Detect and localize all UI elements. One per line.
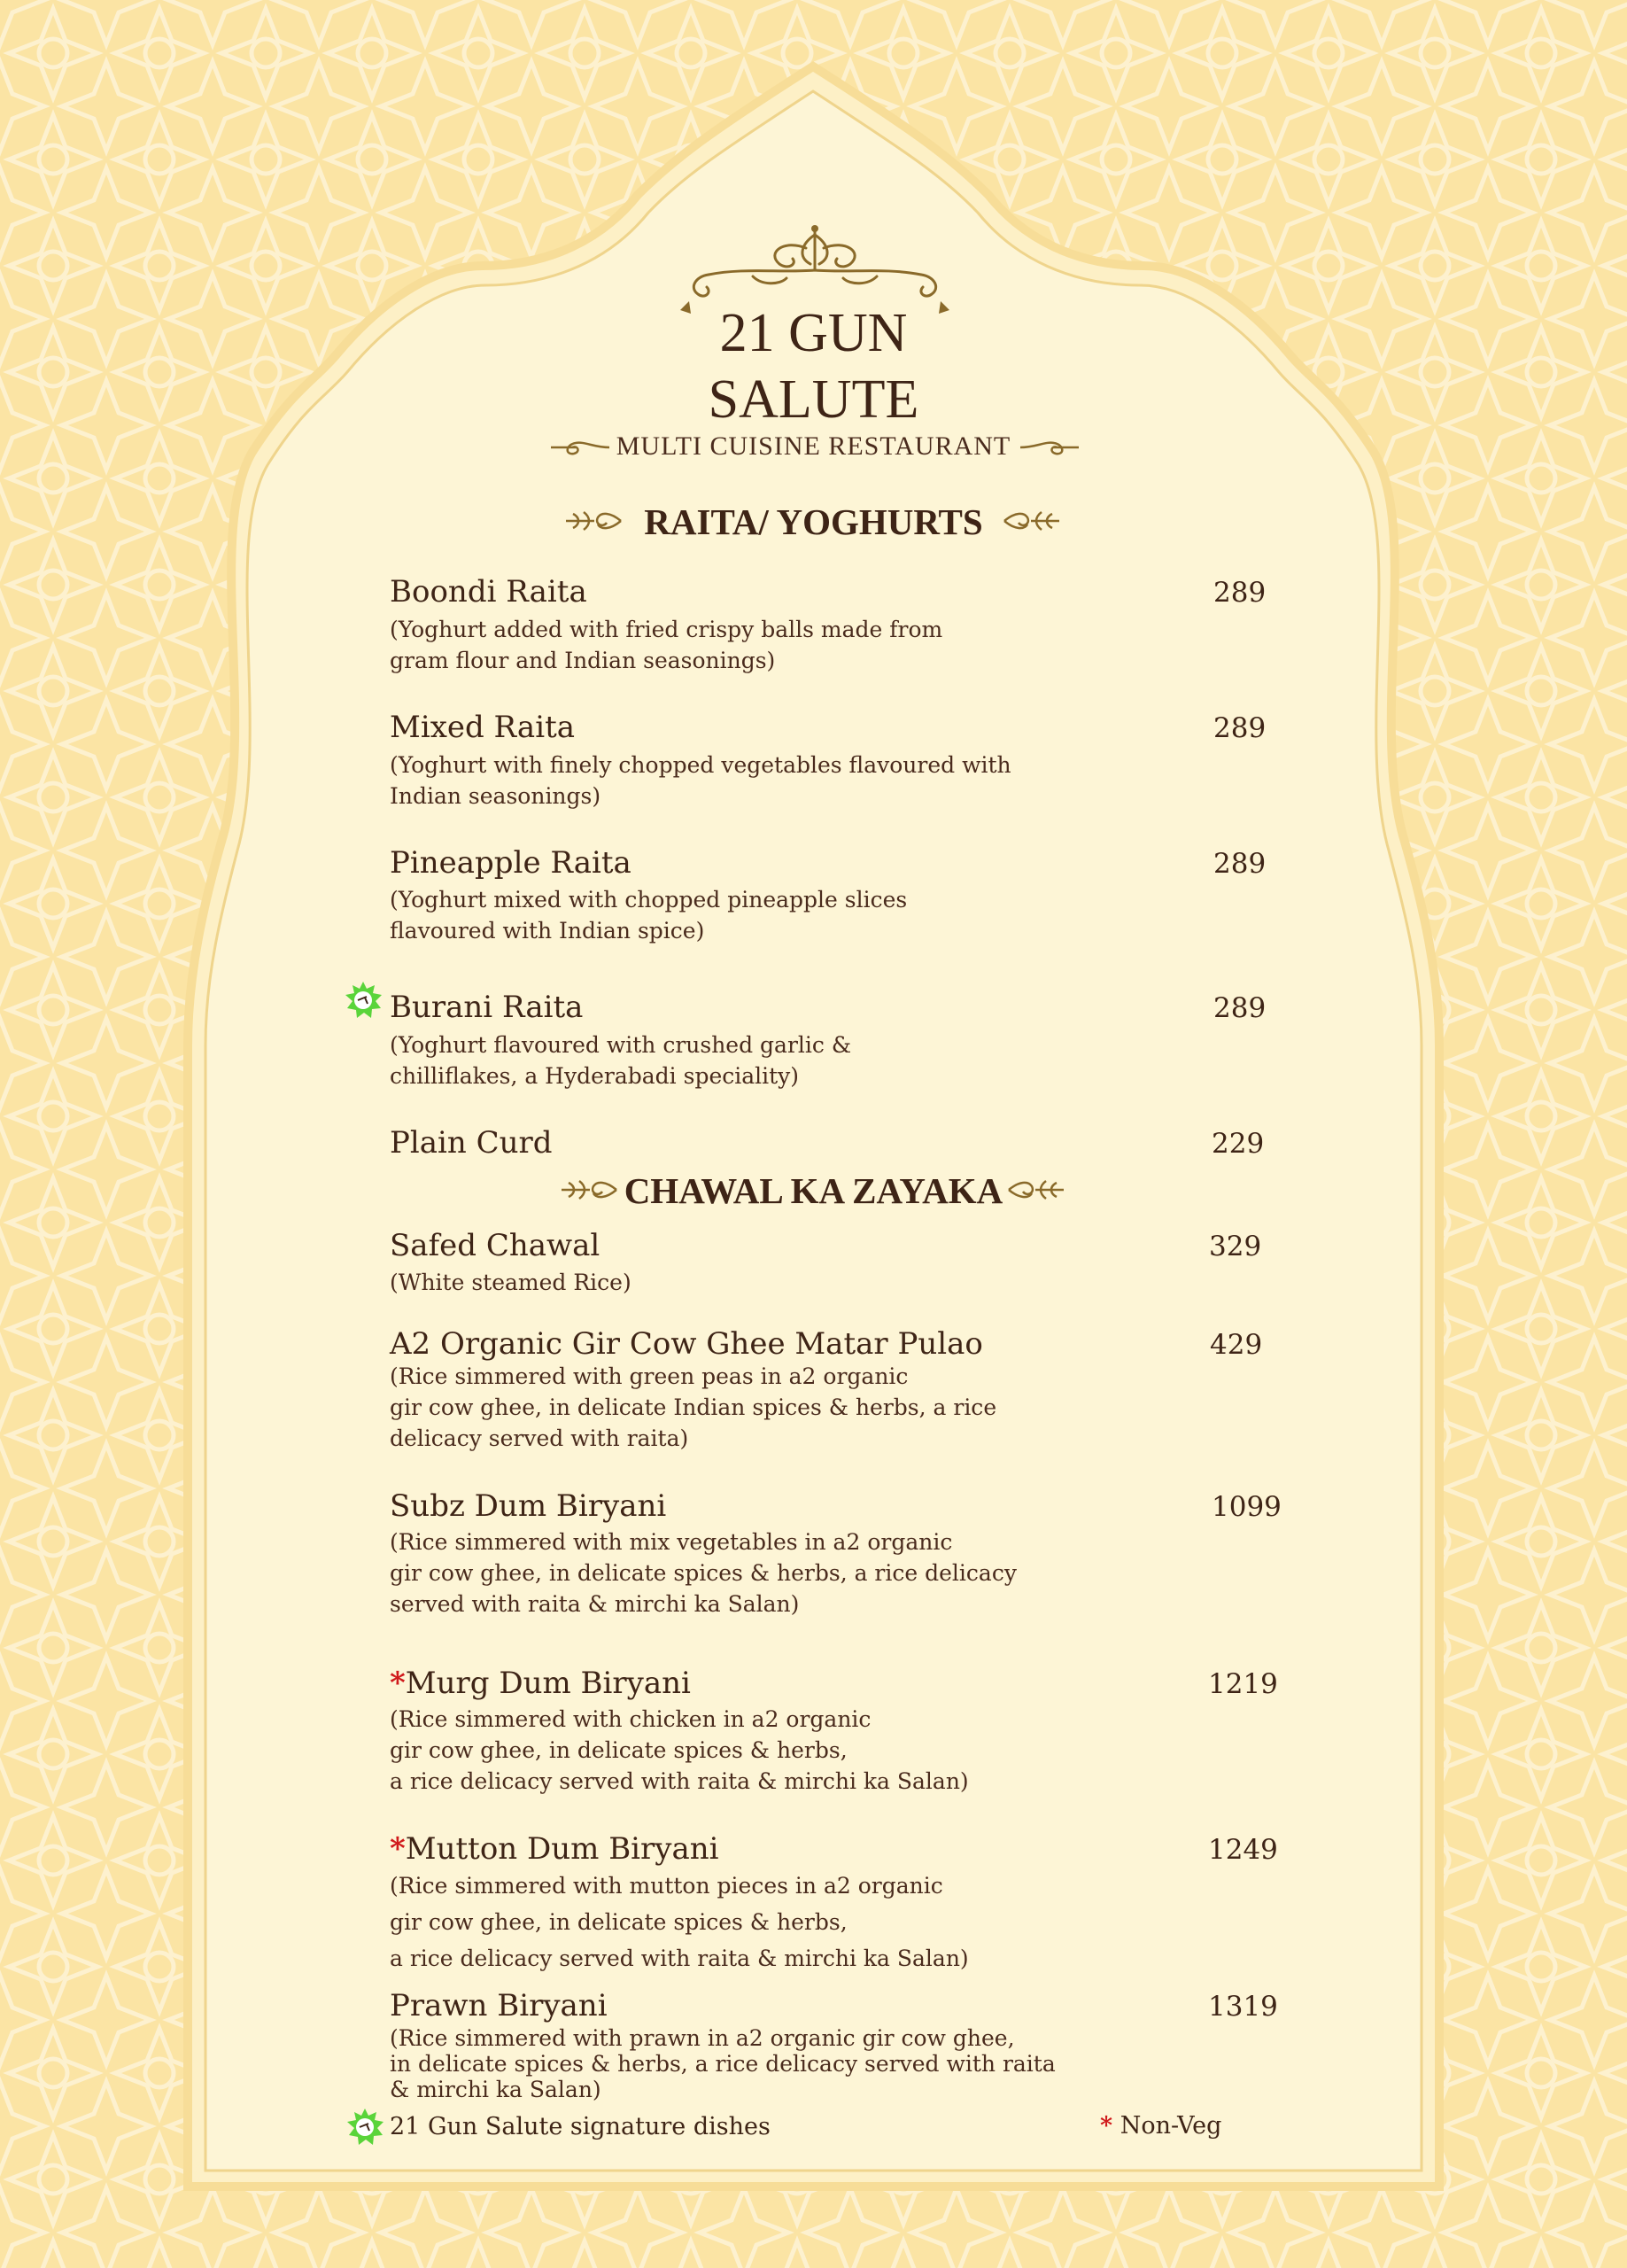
nonveg-legend bbox=[1100, 2112, 1221, 2140]
dish-description: (White steamed Rice) bbox=[390, 1270, 631, 1295]
dish-description: a rice delicacy served with raita & mirchi ka Salan) bbox=[390, 1946, 969, 1971]
nonveg-marker: * bbox=[390, 1831, 406, 1867]
dish-name: A2 Organic Gir Cow Ghee Matar Pulao bbox=[390, 1326, 983, 1362]
dish-name: Boondi Raita bbox=[390, 574, 587, 610]
heading-ornament-right bbox=[1005, 1174, 1067, 1206]
dish-description: chilliflakes, a Hyderabadi speciality) bbox=[390, 1063, 800, 1089]
dish-description: flavoured with Indian spice) bbox=[390, 918, 705, 944]
dish-name: Pineapple Raita bbox=[390, 845, 631, 881]
dish-price: 289 bbox=[1213, 992, 1267, 1024]
signature-dish-icon bbox=[345, 2108, 384, 2147]
dish-description: (Yoghurt added with fried crispy balls made from bbox=[390, 617, 943, 642]
section-heading-chawal: CHAWAL KA ZAYAKA bbox=[624, 1170, 1003, 1211]
dish-description: (Yoghurt with finely chopped vegetables flavoured with bbox=[390, 752, 1011, 778]
dish-description: (Rice simmered with prawn in a2 organic gir cow ghee, bbox=[390, 2025, 1015, 2051]
dish-name: Prawn Biryani bbox=[390, 1988, 608, 2023]
dish-price: 1319 bbox=[1208, 1991, 1278, 2023]
signature-legend: 21 Gun Salute signature dishes bbox=[390, 2113, 771, 2140]
dish-price: 1249 bbox=[1208, 1834, 1278, 1866]
dish-description: (Rice simmered with mutton pieces in a2 organic bbox=[390, 1873, 943, 1899]
dish-description: (Yoghurt mixed with chopped pineapple slices bbox=[390, 887, 908, 913]
dish-price: 289 bbox=[1213, 848, 1267, 880]
nonveg-star: * bbox=[1100, 2112, 1113, 2140]
dish-name-text: Murg Dum Biryani bbox=[405, 1666, 691, 1701]
dish-description: delicacy served with raita) bbox=[390, 1425, 689, 1451]
dish-description: Indian seasonings) bbox=[390, 783, 601, 809]
dish-name-text: Mutton Dum Biryani bbox=[405, 1831, 719, 1867]
dish-description: gram flour and Indian seasonings) bbox=[390, 648, 776, 673]
dish-description: (Rice simmered with green peas in a2 organic bbox=[390, 1363, 909, 1389]
nonveg-legend-text: Non-Veg bbox=[1120, 2112, 1222, 2140]
dish-description: gir cow ghee, in delicate spices & herbs, bbox=[390, 1909, 848, 1935]
dish-price: 329 bbox=[1209, 1231, 1262, 1262]
restaurant-title-line1: 21 GUN bbox=[719, 303, 908, 363]
dish-name: Plain Curd bbox=[390, 1125, 553, 1161]
dish-price: 429 bbox=[1210, 1329, 1263, 1361]
dish-description: served with raita & mirchi ka Salan) bbox=[390, 1591, 800, 1617]
dish-description: in delicate spices & herbs, a rice delicacy served with raita bbox=[390, 2051, 1056, 2077]
restaurant-title-line2: SALUTE bbox=[708, 369, 919, 430]
dish-name: Mixed Raita bbox=[390, 710, 576, 745]
signature-dish-icon bbox=[344, 981, 383, 1020]
dish-name bbox=[390, 1831, 719, 1867]
dish-price: 1219 bbox=[1208, 1668, 1278, 1700]
heading-ornament-right bbox=[1001, 505, 1063, 537]
dish-description: gir cow ghee, in delicate spices & herbs, bbox=[390, 1737, 848, 1763]
subtitle-flourish-right bbox=[1019, 434, 1081, 461]
dish-description: (Yoghurt flavoured with crushed garlic & bbox=[390, 1032, 852, 1058]
dish-name: Safed Chawal bbox=[390, 1228, 600, 1263]
dish-name bbox=[390, 1666, 691, 1701]
dish-description: (Rice simmered with mix vegetables in a2 organic bbox=[390, 1529, 953, 1555]
dish-name: Subz Dum Biryani bbox=[390, 1488, 667, 1524]
section-heading-raita: RAITA/ YOGHURTS bbox=[644, 501, 983, 542]
dish-price: 1099 bbox=[1212, 1491, 1282, 1523]
dish-price: 289 bbox=[1213, 712, 1267, 744]
dish-price: 289 bbox=[1213, 577, 1267, 609]
dish-description: gir cow ghee, in delicate spices & herbs, a rice delicacy bbox=[390, 1560, 1017, 1586]
nonveg-marker: * bbox=[390, 1666, 406, 1701]
dish-name: Burani Raita bbox=[390, 990, 584, 1025]
dish-description: gir cow ghee, in delicate Indian spices & herbs, a rice bbox=[390, 1394, 997, 1420]
dish-price: 229 bbox=[1212, 1128, 1265, 1160]
dish-description: & mirchi ka Salan) bbox=[390, 2077, 601, 2102]
restaurant-subtitle: MULTI CUISINE RESTAURANT bbox=[616, 431, 1011, 461]
dish-description: a rice delicacy served with raita & mirchi ka Salan) bbox=[390, 1768, 969, 1794]
dish-description: (Rice simmered with chicken in a2 organic bbox=[390, 1706, 872, 1732]
